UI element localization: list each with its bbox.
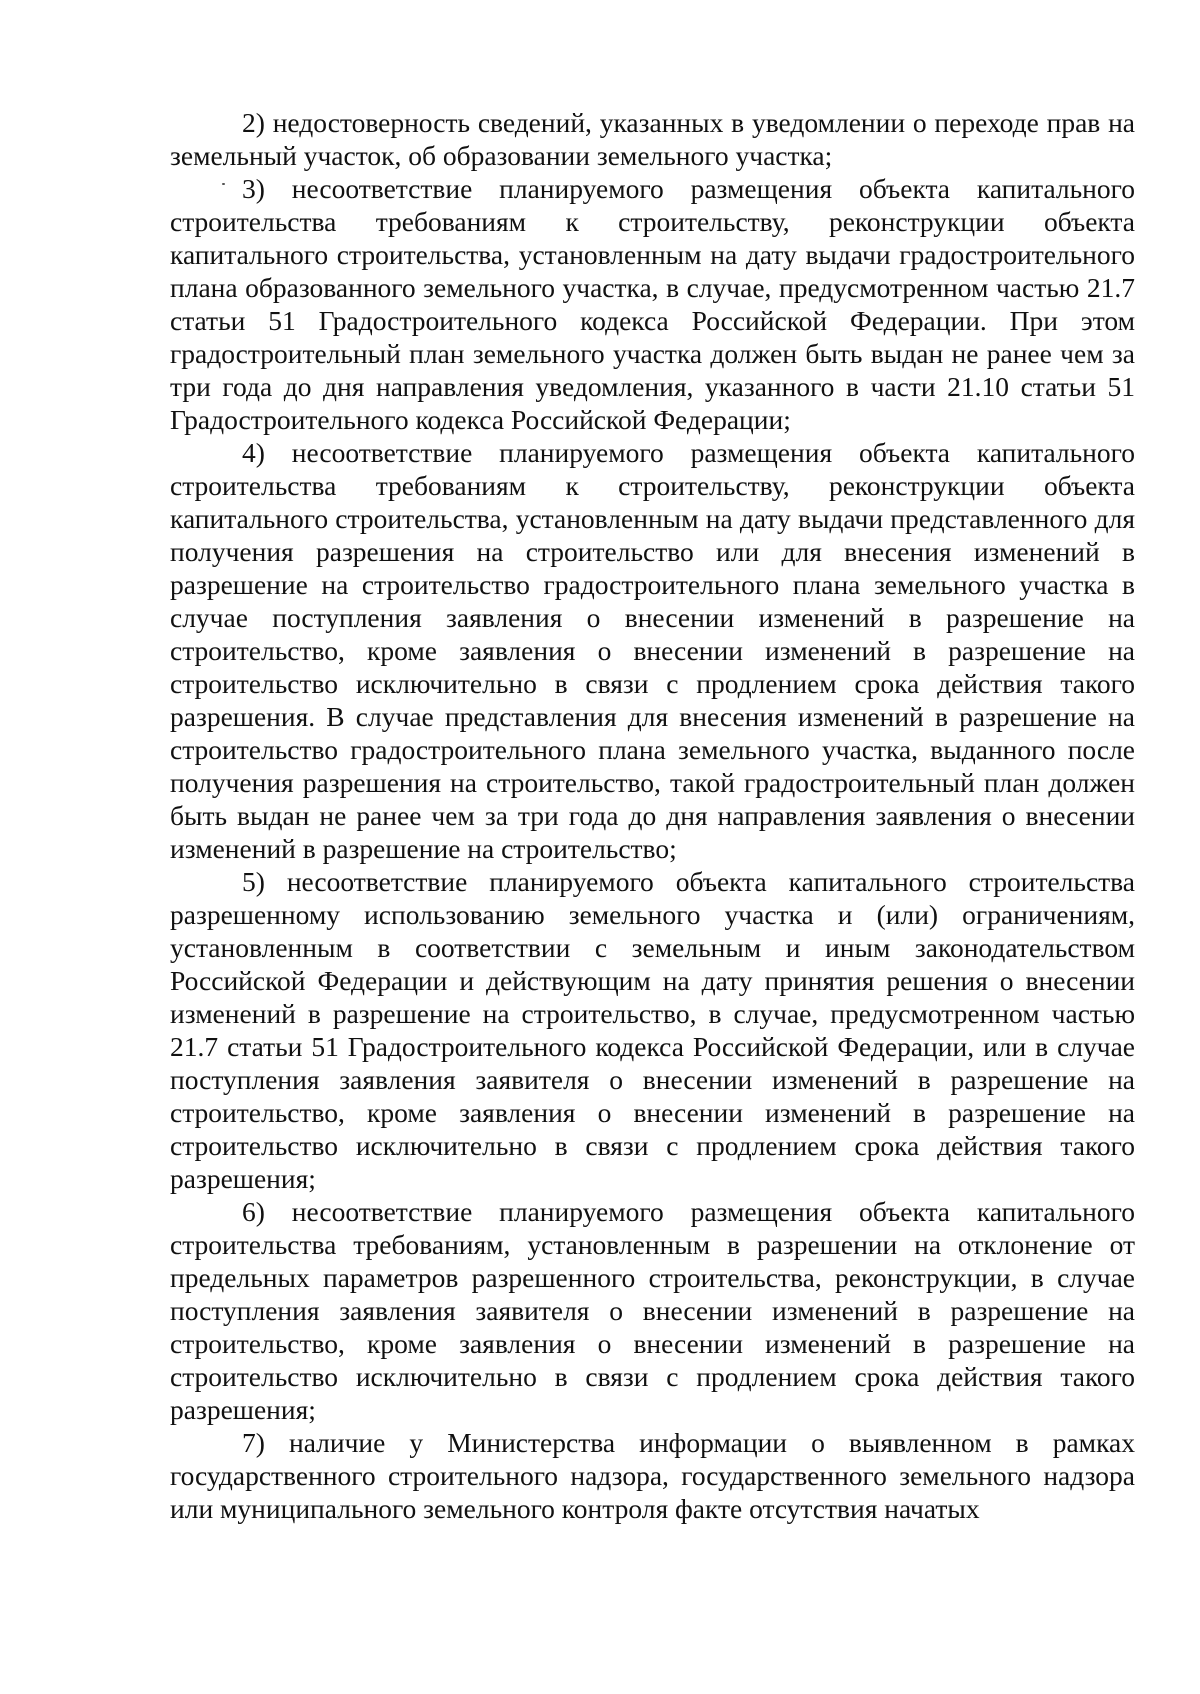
- list-item-4: 4) несоответствие планируемого размещения объекта капитального строительства требованиям к строительству, реконструкции объекта капитального строительства, установленным на дату выдачи представленного для получения разрешения на строительство или для внесения изменений в разрешение на строительство градостроительного плана земельного участка в случае поступления заявления о внесении изменений в разрешение на строительство, кроме заявления о внесении изменений в разрешение на строительство исключительно в связи с продлением срока действия такого разрешения. В случае представления для внесения изменений в разрешение на строительство градостроительного плана земельного участка, выданного после получения разрешения на строительство, такой градостроительный план должен быть выдан не ранее чем за три года до дня направления заявления о внесении изменений в разрешение на строительство;: [170, 437, 1135, 864]
- list-item-6: 6) несоответствие планируемого размещения объекта капитального строительства требованиям, установленным в разрешении на отклонение от предельных параметров разрешенного строительства, реконструкции, в случае поступления заявления заявителя о внесении изменений в разрешение на строительство, кроме заявления о внесении изменений в разрешение на строительство исключительно в связи с продлением срока действия такого разрешения;: [170, 1196, 1135, 1425]
- document-body: [170, 106, 1135, 1525]
- list-item-3: 3) несоответствие планируемого размещения объекта капитального строительства требованиям к строительству, реконструкции объекта капитального строительства, установленным на дату выдачи градостроительного плана образованного земельного участка, в случае, предусмотренном частью 21.7 статьи 51 Градостроительного кодекса Российской Федерации. При этом градостроительный план земельного участка должен быть выдан не ранее чем за три года до дня направления уведомления, указанного в части 21.10 статьи 51 Градостроительного кодекса Российской Федерации;: [170, 173, 1135, 435]
- list-item-7: 7) наличие у Министерства информации о выявленном в рамках государственного строительного надзора, государственного земельного надзора или муниципального земельного контроля факте отсутствия начатых: [170, 1427, 1135, 1524]
- list-item-2: 2) недостоверность сведений, указанных в уведомлении о переходе прав на земельный участок, об образовании земельного участка;: [170, 107, 1135, 171]
- list-item-5: 5) несоответствие планируемого объекта капитального строительства разрешенному использованию земельного участка и (или) ограничениям, установленным в соответствии с земельным и иным законодательством Российской Федерации и действующим на дату принятия решения о внесении изменений в разрешение на строительство, в случае, предусмотренном частью 21.7 статьи 51 Градостроительного кодекса Российской Федерации, или в случае поступления заявления заявителя о внесении изменений в разрешение на строительство, кроме заявления о внесении изменений в разрешение на строительство исключительно в связи с продлением срока действия такого разрешения;: [170, 866, 1135, 1194]
